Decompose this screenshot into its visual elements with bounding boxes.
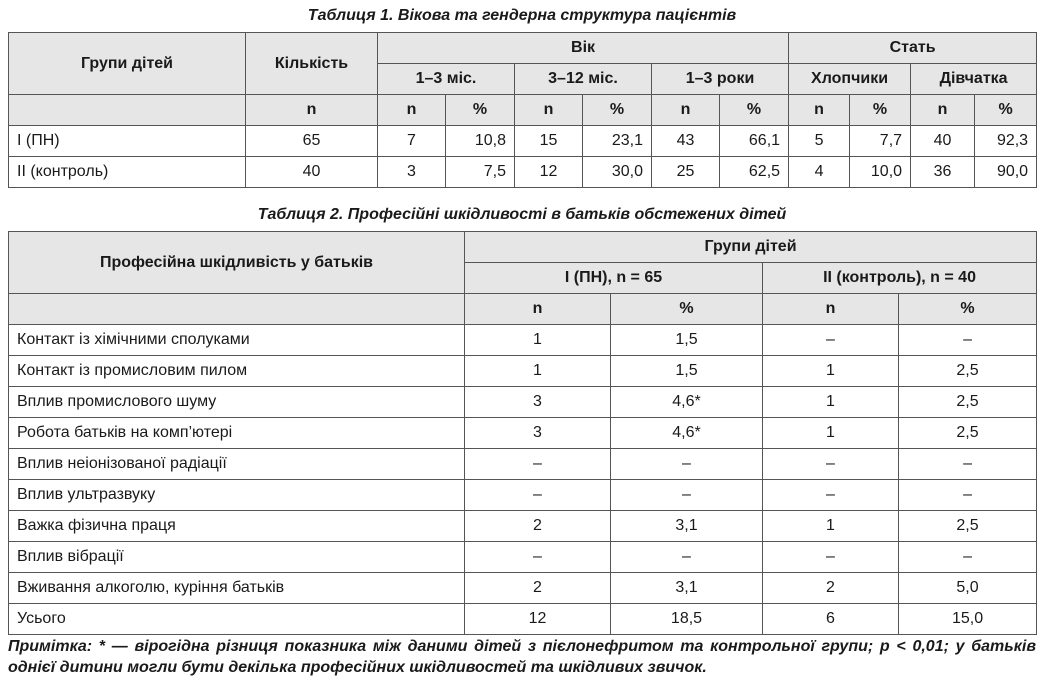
- cell: 5: [789, 126, 850, 157]
- cell: 18,5: [611, 604, 763, 635]
- subheader-n: n: [378, 95, 446, 126]
- cell: –: [763, 542, 899, 573]
- subheader-n: n: [911, 95, 975, 126]
- col-header-age: Вік: [378, 33, 789, 64]
- hazard-label: Контакт із хімічними сполуками: [9, 325, 465, 356]
- occupational-hazards-table: [8, 231, 1037, 635]
- table-row-total: [9, 604, 1037, 635]
- hazard-label: Вплив вібрації: [9, 542, 465, 573]
- table-row: [9, 573, 1037, 604]
- cell: 1,5: [611, 325, 763, 356]
- cell: 4,6*: [611, 418, 763, 449]
- table2-caption: Таблиця 2. Професійні шкідливості в батьків обстежених дітей: [257, 206, 787, 223]
- group-label: I (ПН): [9, 126, 246, 157]
- hazard-label: Вплив неіонізованої радіації: [9, 449, 465, 480]
- col-header-boys: Хлопчики: [789, 64, 911, 95]
- hazard-label: Контакт із промисловим пилом: [9, 356, 465, 387]
- table-row: [9, 480, 1037, 511]
- subheader-n: n: [789, 95, 850, 126]
- hazard-label: Важка фізична праця: [9, 511, 465, 542]
- cell: –: [465, 449, 611, 480]
- cell: 1: [763, 356, 899, 387]
- cell: 25: [652, 157, 720, 188]
- group-label: II (контроль): [9, 157, 246, 188]
- cell: 1: [763, 387, 899, 418]
- table-row: [9, 126, 1037, 157]
- age-gender-table: [8, 32, 1037, 188]
- subheader-pct: %: [720, 95, 789, 126]
- col-header-count: Кількість: [246, 33, 378, 95]
- cell: –: [899, 480, 1037, 511]
- subheader-pct: %: [899, 294, 1037, 325]
- cell: 15: [515, 126, 583, 157]
- subheader-pct: %: [611, 294, 763, 325]
- subheader-empty: [9, 294, 465, 325]
- col-header-group2: II (контроль), n = 40: [763, 263, 1037, 294]
- table-row: [9, 511, 1037, 542]
- col-header-hazard: Професійна шкідливість у батьків: [9, 232, 465, 294]
- cell: 2,5: [899, 418, 1037, 449]
- cell: 7: [378, 126, 446, 157]
- cell: 2: [763, 573, 899, 604]
- subheader-pct: %: [850, 95, 911, 126]
- col-header-group1: I (ПН), n = 65: [465, 263, 763, 294]
- hazard-label: Усього: [9, 604, 465, 635]
- subheader-n: n: [515, 95, 583, 126]
- cell: –: [465, 542, 611, 573]
- cell: 4,6*: [611, 387, 763, 418]
- cell: 10,8: [446, 126, 515, 157]
- cell: 62,5: [720, 157, 789, 188]
- col-header-groups: Групи дітей: [9, 33, 246, 95]
- subheader-pct: %: [583, 95, 652, 126]
- col-header-age-3-12m: 3–12 міс.: [515, 64, 652, 95]
- cell: –: [763, 449, 899, 480]
- cell: –: [611, 542, 763, 573]
- subheader-pct: %: [446, 95, 515, 126]
- subheader-n: n: [652, 95, 720, 126]
- cell: 1: [763, 511, 899, 542]
- cell: 6: [763, 604, 899, 635]
- hazard-label: Вживання алкоголю, куріння батьків: [9, 573, 465, 604]
- cell: 12: [465, 604, 611, 635]
- cell: 3,1: [611, 511, 763, 542]
- cell: –: [465, 480, 611, 511]
- cell: 40: [911, 126, 975, 157]
- table-footnote: Примітка: * — вірогідна різниця показника між даними дітей з пієлонефритом та контрольної групи; p < 0,01; у батьків однієї дитини могли бути декілька професійних шкідливостей та шкідливих звичок.: [8, 638, 1036, 676]
- cell: 36: [911, 157, 975, 188]
- cell: –: [611, 480, 763, 511]
- cell: 1,5: [611, 356, 763, 387]
- table1-caption: Таблиця 1. Вікова та гендерна структура пацієнтів: [307, 7, 737, 24]
- cell: –: [899, 325, 1037, 356]
- hazard-label: Робота батьків на комп’ютері: [9, 418, 465, 449]
- cell: –: [611, 449, 763, 480]
- cell: 7,7: [850, 126, 911, 157]
- col-header-age-1-3y: 1–3 роки: [652, 64, 789, 95]
- subheader-pct: %: [975, 95, 1037, 126]
- cell: 1: [763, 418, 899, 449]
- cell: –: [899, 449, 1037, 480]
- hazard-label: Вплив промислового шуму: [9, 387, 465, 418]
- col-header-age-1-3m: 1–3 міс.: [378, 64, 515, 95]
- col-header-groups: Групи дітей: [465, 232, 1037, 263]
- cell: 1: [465, 325, 611, 356]
- cell: 23,1: [583, 126, 652, 157]
- table-row: [9, 157, 1037, 188]
- cell: 1: [465, 356, 611, 387]
- cell: 30,0: [583, 157, 652, 188]
- cell: 2: [465, 573, 611, 604]
- col-header-girls: Дівчатка: [911, 64, 1037, 95]
- cell: 92,3: [975, 126, 1037, 157]
- subheader-empty: [9, 95, 246, 126]
- cell: 66,1: [720, 126, 789, 157]
- table-row: [9, 387, 1037, 418]
- col-header-sex: Стать: [789, 33, 1037, 64]
- subheader-n: n: [763, 294, 899, 325]
- cell: 10,0: [850, 157, 911, 188]
- table-row: [9, 356, 1037, 387]
- cell: 2,5: [899, 356, 1037, 387]
- cell: 3: [378, 157, 446, 188]
- cell: 2,5: [899, 387, 1037, 418]
- cell: 3: [465, 387, 611, 418]
- cell: 43: [652, 126, 720, 157]
- cell: –: [763, 480, 899, 511]
- cell: 15,0: [899, 604, 1037, 635]
- cell: –: [763, 325, 899, 356]
- table-row: [9, 542, 1037, 573]
- hazard-label: Вплив ультразвуку: [9, 480, 465, 511]
- table-row: [9, 418, 1037, 449]
- cell: 90,0: [975, 157, 1037, 188]
- subheader-n: n: [465, 294, 611, 325]
- cell: 2: [465, 511, 611, 542]
- cell: 7,5: [446, 157, 515, 188]
- cell: 3: [465, 418, 611, 449]
- cell: 5,0: [899, 573, 1037, 604]
- subheader-n: n: [246, 95, 378, 126]
- cell: 2,5: [899, 511, 1037, 542]
- table-row: [9, 449, 1037, 480]
- cell: 12: [515, 157, 583, 188]
- cell: 4: [789, 157, 850, 188]
- cell-count: 40: [246, 157, 378, 188]
- cell-count: 65: [246, 126, 378, 157]
- cell: 3,1: [611, 573, 763, 604]
- table-row: [9, 325, 1037, 356]
- cell: –: [899, 542, 1037, 573]
